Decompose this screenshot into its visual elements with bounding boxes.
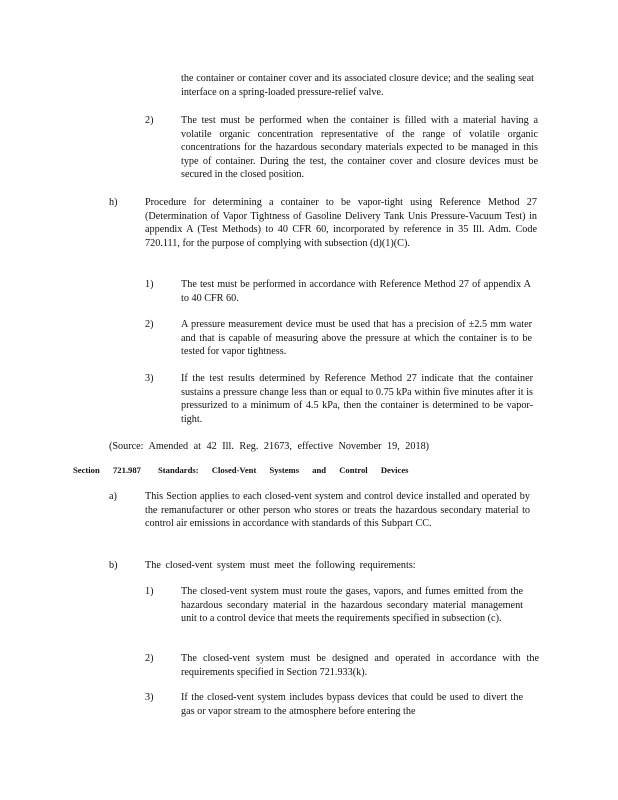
item-h2-text: A pressure measurement device must be used that has a precision of ±2.5 mm water and that is capable of measuring above the pressure at which the container is to be tested for vapor tightness.	[181, 319, 532, 358]
item-g2-label: 2)	[145, 115, 154, 126]
item-g2-text: The test must be performed when the container is filled with a material having a volatile organic concentration representative of the range of volatile organic concentrations for the hazardous secondary materials expected to be managed in this type of container. During the test, the container cover and closure devices must be secured in the closed position.	[181, 115, 538, 181]
source-note: (Source: Amended at 42 Ill. Reg. 21673, effective November 19, 2018)	[109, 441, 430, 452]
item-a-label: a)	[109, 491, 117, 502]
item-b3-text: If the closed-vent system includes bypass devices that could be used to divert the gas or vapor stream to the atmosphere before entering the	[181, 692, 523, 717]
section-number: 721.987	[113, 465, 141, 475]
item-h1-text: The test must be performed in accordance with Reference Method 27 of appendix A to 40 CFR 60.	[181, 279, 531, 304]
item-b2-label: 2)	[145, 653, 154, 664]
continued-paragraph: the container or container cover and its associated closure device; and the sealing seat interface on a spring-loaded pressure-relief valve.	[181, 73, 534, 98]
section-word: Section	[73, 465, 100, 475]
item-h-label: h)	[109, 197, 118, 208]
section-title: Standards: Closed-Vent Systems and Control Devices	[158, 465, 409, 475]
item-b3-label: 3)	[145, 692, 154, 703]
item-b2-text: The closed-vent system must be designed and operated in accordance with the requirements specified in Section 721.933(k).	[181, 653, 539, 678]
item-h2-label: 2)	[145, 319, 154, 330]
item-b-text: The closed-vent system must meet the following requirements:	[145, 560, 416, 571]
item-a-text: This Section applies to each closed-vent system and control device installed and operated by the remanufacturer or other person who stores or treats the hazardous secondary material to control air emissions in accordance with standards of this Subpart CC.	[145, 491, 530, 530]
item-h3-text: If the test results determined by Reference Method 27 indicate that the container sustains a pressure change less than or equal to 0.75 kPa within five minutes after it is pressurized to a minimum of 4.5 kPa, then the container is determined to be vapor-tight.	[181, 373, 533, 425]
item-b1-text: The closed-vent system must route the gases, vapors, and fumes emitted from the hazardous secondary material in the hazardous secondary material management unit to a control device that meets the requirements specified in subsection (c).	[181, 586, 523, 625]
item-b1-label: 1)	[145, 586, 154, 597]
item-h3-label: 3)	[145, 373, 154, 384]
item-b-label: b)	[109, 560, 118, 571]
item-h-text: Procedure for determining a container to be vapor-tight using Reference Method 27 (Determination of Vapor Tightness of Gasoline Delivery Tank Unis Pressure-Vacuum Test) in appendix A (Test Methods) to 40 CFR 60, incorporated by reference in 35 Ill. Adm. Code 720.111, for the purpose of complying with subsection (d)(1)(C).	[145, 197, 537, 249]
item-h1-label: 1)	[145, 279, 154, 290]
